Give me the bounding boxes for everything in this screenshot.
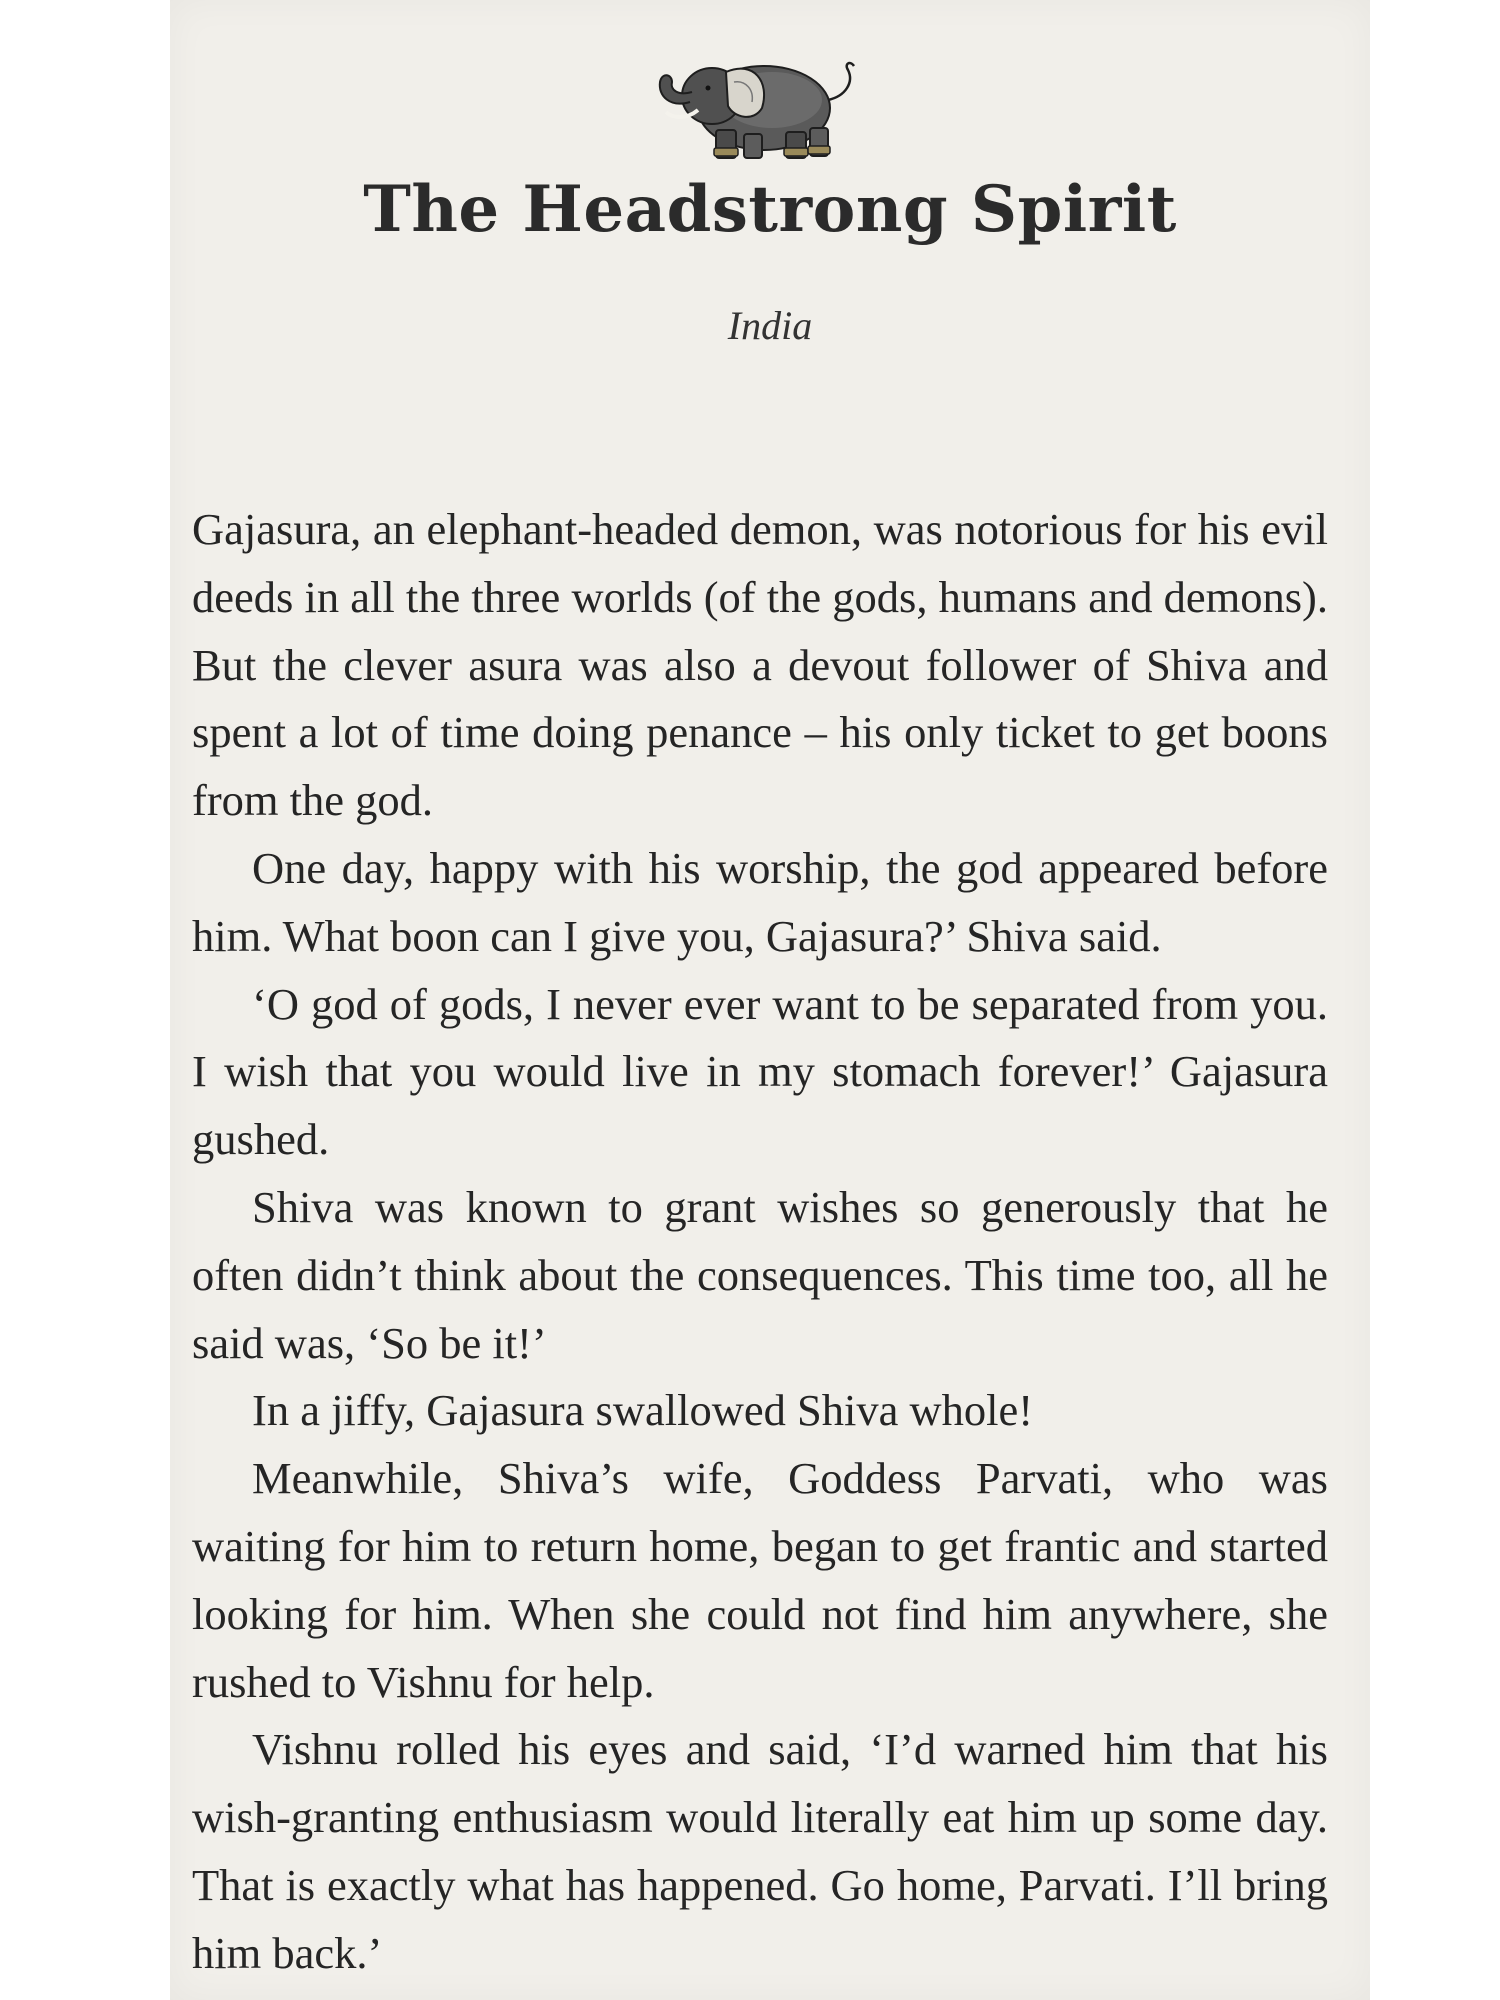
paragraph: ‘O god of gods, I never ever want to be separated from you. I wish that you would live in my stomach forever!’ Gajasura gushed. [192, 978, 1328, 1165]
book-page [170, 0, 1370, 2000]
paragraph: One day, happy with his worship, the god appeared before him. What boon can I give you, Gajasura?’ Shiva said. [192, 842, 1328, 961]
paragraph: Meanwhile, Shiva’s wife, Goddess Parvati, who was waiting for him to return home, began to get frantic and started looking for him. When she could not find him anywhere, she rushed to Vishnu for help. [192, 1453, 1328, 1707]
story-origin: India [727, 303, 813, 348]
paragraph: Vishnu rolled his eyes and said, ‘I’d warned him that his wish-granting enthusiasm would literally eat him up some day. That is exactly what has happened. Go home, Parvati. I’ll bring him back.’ [192, 1724, 1328, 1978]
paragraph: Gajasura, an elephant-headed demon, was notorious for his evil deeds in all the three worlds (of the gods, humans and demons). But the clever asura was also a devout follower of Shiva and spent a lot of time doing penance – his only ticket to get boons from the god. [192, 504, 1328, 826]
story-title: The Headstrong Spirit [363, 172, 1177, 247]
paragraph: Shiva was known to grant wishes so generously that he often didn’t think about the consequences. This time too, all he said was, ‘So be it!’ [192, 1181, 1328, 1368]
story-body [192, 496, 1328, 1988]
elephant-illustration [642, 30, 882, 170]
paragraph: In a jiffy, Gajasura swallowed Shiva whole! [252, 1385, 1034, 1436]
